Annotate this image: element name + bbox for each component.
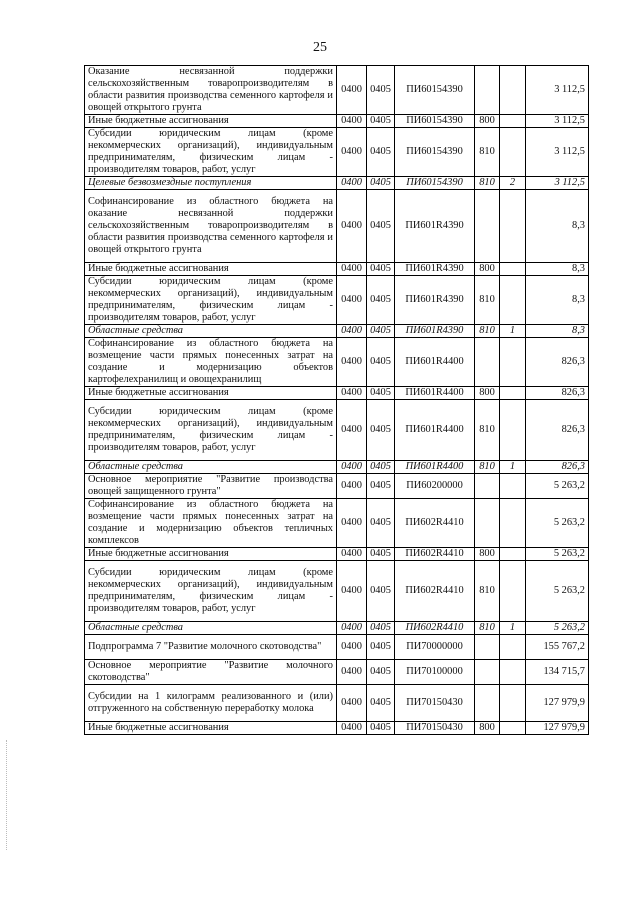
section-code-cell: 0400 (337, 499, 367, 548)
subsection-code-cell: 0405 (367, 548, 395, 561)
expense-type-cell: 800 (475, 722, 500, 735)
section-code-cell: 0400 (337, 115, 367, 128)
table-row (85, 548, 589, 561)
amount-cell: 134 715,7 (526, 660, 589, 685)
subsection-code-cell: 0405 (367, 660, 395, 685)
section-code-cell: 0400 (337, 635, 367, 660)
expense-type-cell: 810 (475, 177, 500, 190)
section-code-cell: 0400 (337, 66, 367, 115)
expense-type-cell: 800 (475, 548, 500, 561)
funding-source-cell (500, 66, 526, 115)
expense-type-cell: 800 (475, 115, 500, 128)
amount-cell: 5 263,2 (526, 622, 589, 635)
section-code-cell: 0400 (337, 722, 367, 735)
amount-cell: 8,3 (526, 190, 589, 263)
target-article-cell: ПИ601R4400 (395, 400, 475, 461)
section-code-cell: 0400 (337, 622, 367, 635)
table-row (85, 338, 589, 387)
amount-cell: 826,3 (526, 338, 589, 387)
target-article-cell: ПИ601R4400 (395, 387, 475, 400)
amount-cell: 5 263,2 (526, 548, 589, 561)
table-row (85, 190, 589, 263)
row-name-cell: Оказание несвязанной поддержки сельскохозяйственным товаропроизводителям в области развития производства семенного картофеля и овощей открытого грунта (85, 66, 337, 115)
expense-type-cell: 810 (475, 400, 500, 461)
target-article-cell: ПИ601R4390 (395, 276, 475, 325)
amount-cell: 826,3 (526, 400, 589, 461)
row-name-cell: Субсидии юридическим лицам (кроме некоммерческих организаций), индивидуальным предпринимателям, физическим лицам - производителям товаров, работ, услуг (85, 561, 337, 622)
row-name-cell: Областные средства (85, 622, 337, 635)
funding-source-cell (500, 263, 526, 276)
section-code-cell: 0400 (337, 548, 367, 561)
subsection-code-cell: 0405 (367, 115, 395, 128)
expense-type-cell: 810 (475, 276, 500, 325)
funding-source-cell: 1 (500, 325, 526, 338)
table-row (85, 128, 589, 177)
target-article-cell: ПИ60154390 (395, 66, 475, 115)
amount-cell: 8,3 (526, 325, 589, 338)
scan-margin-marks (6, 740, 10, 850)
section-code-cell: 0400 (337, 263, 367, 276)
row-name-cell: Софинансирование из областного бюджета на оказание несвязанной поддержки сельскохозяйственным товаропроизводителям в области развития производства семенного картофеля и овощей открытого грунта (85, 190, 337, 263)
target-article-cell: ПИ602R4410 (395, 548, 475, 561)
expense-type-cell (475, 635, 500, 660)
row-name-cell: Иные бюджетные ассигнования (85, 115, 337, 128)
funding-source-cell (500, 338, 526, 387)
funding-source-cell (500, 276, 526, 325)
target-article-cell: ПИ602R4410 (395, 561, 475, 622)
target-article-cell: ПИ601R4390 (395, 190, 475, 263)
expense-type-cell: 800 (475, 387, 500, 400)
expense-type-cell: 810 (475, 128, 500, 177)
target-article-cell: ПИ70000000 (395, 635, 475, 660)
table-row (85, 635, 589, 660)
expense-type-cell: 810 (475, 461, 500, 474)
target-article-cell: ПИ60154390 (395, 177, 475, 190)
row-name-cell: Целевые безвозмездные поступления (85, 177, 337, 190)
table-row (85, 115, 589, 128)
funding-source-cell (500, 548, 526, 561)
funding-source-cell (500, 400, 526, 461)
funding-source-cell (500, 722, 526, 735)
table-row (85, 66, 589, 115)
subsection-code-cell: 0405 (367, 190, 395, 263)
amount-cell: 5 263,2 (526, 561, 589, 622)
amount-cell: 5 263,2 (526, 499, 589, 548)
row-name-cell: Субсидии юридическим лицам (кроме некоммерческих организаций), индивидуальным предпринимателям, физическим лицам - производителям товаров, работ, услуг (85, 128, 337, 177)
amount-cell: 8,3 (526, 263, 589, 276)
funding-source-cell: 1 (500, 461, 526, 474)
table-row (85, 474, 589, 499)
funding-source-cell (500, 499, 526, 548)
amount-cell: 127 979,9 (526, 685, 589, 722)
target-article-cell: ПИ70100000 (395, 660, 475, 685)
row-name-cell: Субсидии юридическим лицам (кроме некоммерческих организаций), индивидуальным предпринимателям, физическим лицам - производителям товаров, работ, услуг (85, 400, 337, 461)
funding-source-cell (500, 190, 526, 263)
funding-source-cell (500, 474, 526, 499)
section-code-cell: 0400 (337, 325, 367, 338)
amount-cell: 8,3 (526, 276, 589, 325)
row-name-cell: Подпрограмма 7 "Развитие молочного скотоводства" (85, 635, 337, 660)
expense-type-cell (475, 660, 500, 685)
target-article-cell: ПИ601R4390 (395, 325, 475, 338)
subsection-code-cell: 0405 (367, 263, 395, 276)
table-row (85, 461, 589, 474)
subsection-code-cell: 0405 (367, 325, 395, 338)
subsection-code-cell: 0405 (367, 338, 395, 387)
table-row (85, 685, 589, 722)
table-row (85, 561, 589, 622)
row-name-cell: Иные бюджетные ассигнования (85, 722, 337, 735)
table-row (85, 263, 589, 276)
subsection-code-cell: 0405 (367, 400, 395, 461)
section-code-cell: 0400 (337, 177, 367, 190)
section-code-cell: 0400 (337, 128, 367, 177)
funding-source-cell (500, 387, 526, 400)
row-name-cell: Иные бюджетные ассигнования (85, 263, 337, 276)
subsection-code-cell: 0405 (367, 387, 395, 400)
row-name-cell: Областные средства (85, 461, 337, 474)
target-article-cell: ПИ601R4400 (395, 338, 475, 387)
funding-source-cell (500, 561, 526, 622)
page-number: 25 (313, 40, 327, 55)
row-name-cell: Основное мероприятие "Развитие молочного скотоводства" (85, 660, 337, 685)
funding-source-cell: 2 (500, 177, 526, 190)
amount-cell: 3 112,5 (526, 177, 589, 190)
row-name-cell: Субсидии юридическим лицам (кроме некоммерческих организаций), индивидуальным предпринимателям, физическим лицам - производителям товаров, работ, услуг (85, 276, 337, 325)
funding-source-cell (500, 660, 526, 685)
expense-type-cell: 810 (475, 622, 500, 635)
target-article-cell: ПИ60154390 (395, 115, 475, 128)
target-article-cell: ПИ60154390 (395, 128, 475, 177)
table-row (85, 722, 589, 735)
funding-source-cell (500, 128, 526, 177)
amount-cell: 3 112,5 (526, 115, 589, 128)
expense-type-cell (475, 338, 500, 387)
target-article-cell: ПИ70150430 (395, 722, 475, 735)
amount-cell: 127 979,9 (526, 722, 589, 735)
expense-type-cell: 810 (475, 561, 500, 622)
target-article-cell: ПИ601R4390 (395, 263, 475, 276)
table-row (85, 660, 589, 685)
row-name-cell: Основное мероприятие "Развитие производства овощей защищенного грунта" (85, 474, 337, 499)
amount-cell: 3 112,5 (526, 66, 589, 115)
amount-cell: 826,3 (526, 461, 589, 474)
target-article-cell: ПИ70150430 (395, 685, 475, 722)
expense-type-cell (475, 66, 500, 115)
table-row (85, 276, 589, 325)
expense-type-cell (475, 685, 500, 722)
funding-source-cell: 1 (500, 622, 526, 635)
row-name-cell: Софинансирование из областного бюджета на возмещение части прямых понесенных затрат на создание и модернизацию объектов тепличных комплексов (85, 499, 337, 548)
target-article-cell: ПИ601R4400 (395, 461, 475, 474)
amount-cell: 5 263,2 (526, 474, 589, 499)
row-name-cell: Областные средства (85, 325, 337, 338)
table-row (85, 400, 589, 461)
budget-table (84, 65, 589, 735)
subsection-code-cell: 0405 (367, 474, 395, 499)
subsection-code-cell: 0405 (367, 722, 395, 735)
target-article-cell: ПИ60200000 (395, 474, 475, 499)
row-name-cell: Иные бюджетные ассигнования (85, 387, 337, 400)
subsection-code-cell: 0405 (367, 461, 395, 474)
expense-type-cell (475, 474, 500, 499)
section-code-cell: 0400 (337, 276, 367, 325)
row-name-cell: Софинансирование из областного бюджета на возмещение части прямых понесенных затрат на создание и модернизацию объектов картофелехранилищ и овощехранилищ (85, 338, 337, 387)
amount-cell: 826,3 (526, 387, 589, 400)
section-code-cell: 0400 (337, 387, 367, 400)
section-code-cell: 0400 (337, 338, 367, 387)
subsection-code-cell: 0405 (367, 177, 395, 190)
table-row (85, 387, 589, 400)
table-row (85, 499, 589, 548)
section-code-cell: 0400 (337, 685, 367, 722)
subsection-code-cell: 0405 (367, 561, 395, 622)
funding-source-cell (500, 685, 526, 722)
subsection-code-cell: 0405 (367, 66, 395, 115)
expense-type-cell (475, 499, 500, 548)
subsection-code-cell: 0405 (367, 685, 395, 722)
funding-source-cell (500, 115, 526, 128)
section-code-cell: 0400 (337, 474, 367, 499)
section-code-cell: 0400 (337, 461, 367, 474)
section-code-cell: 0400 (337, 660, 367, 685)
funding-source-cell (500, 635, 526, 660)
row-name-cell: Субсидии на 1 килограмм реализованного и (или) отгруженного на собственную переработку молока (85, 685, 337, 722)
expense-type-cell (475, 190, 500, 263)
table-row (85, 325, 589, 338)
table-row (85, 177, 589, 190)
table-row (85, 622, 589, 635)
subsection-code-cell: 0405 (367, 499, 395, 548)
section-code-cell: 0400 (337, 561, 367, 622)
target-article-cell: ПИ602R4410 (395, 622, 475, 635)
section-code-cell: 0400 (337, 400, 367, 461)
section-code-cell: 0400 (337, 190, 367, 263)
subsection-code-cell: 0405 (367, 276, 395, 325)
subsection-code-cell: 0405 (367, 128, 395, 177)
row-name-cell: Иные бюджетные ассигнования (85, 548, 337, 561)
amount-cell: 155 767,2 (526, 635, 589, 660)
expense-type-cell: 800 (475, 263, 500, 276)
amount-cell: 3 112,5 (526, 128, 589, 177)
target-article-cell: ПИ602R4410 (395, 499, 475, 548)
subsection-code-cell: 0405 (367, 622, 395, 635)
subsection-code-cell: 0405 (367, 635, 395, 660)
expense-type-cell: 810 (475, 325, 500, 338)
